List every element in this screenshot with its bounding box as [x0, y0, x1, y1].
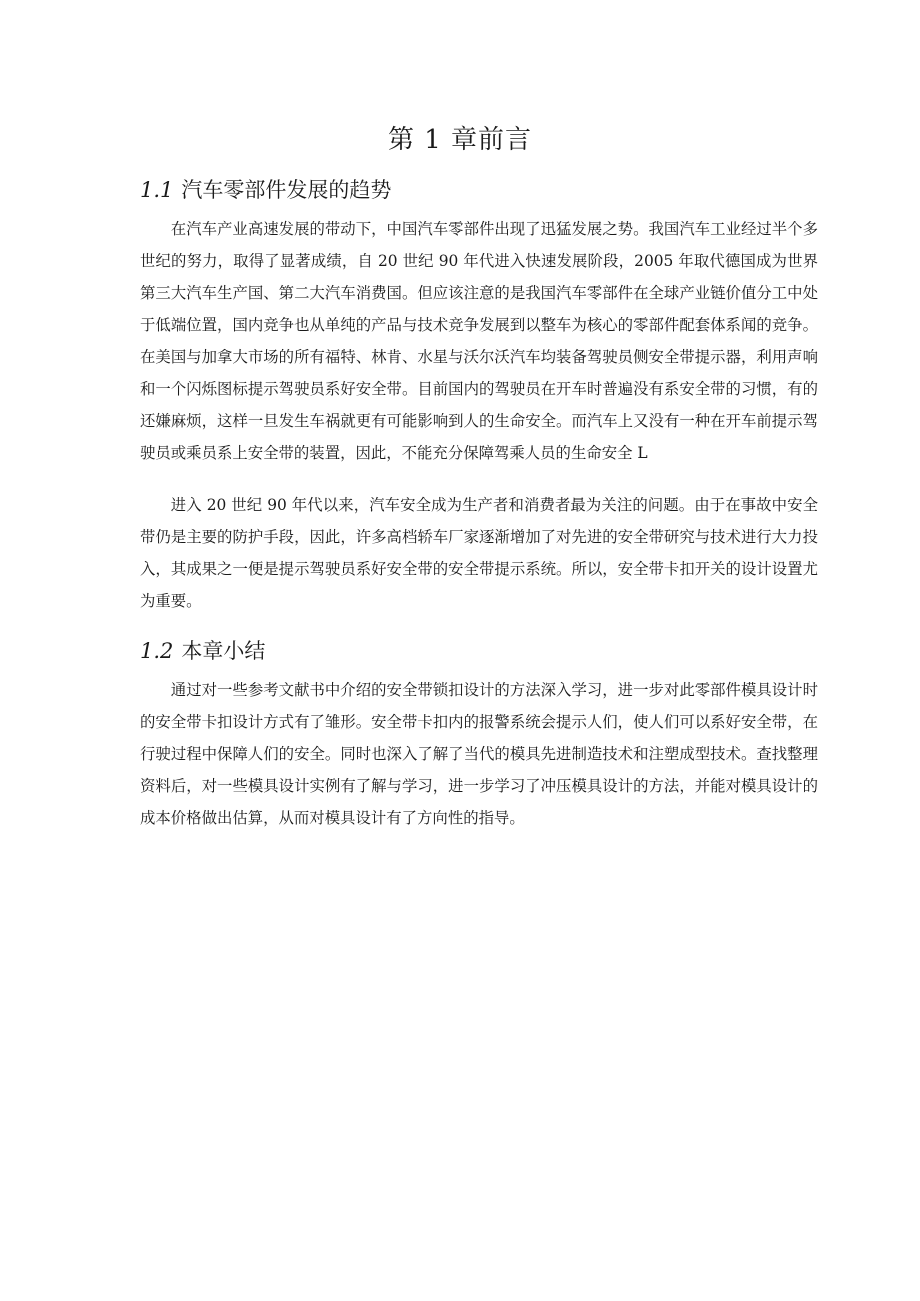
chapter-title: 第 1 章前言: [387, 125, 533, 155]
section-title: 汽车零部件发展的趋势: [181, 178, 392, 202]
paragraph-1-1-a: 在汽车产业高速发展的带动下，中国汽车零部件出现了迅猛发展之势。我国汽车工业经过半个多世纪的努力，取得了显著成绩，自 20 世纪 90 年代进入快速发展阶段，2005 年取代德国成为世界第三大汽车生产国、第二大汽车消费国。但应该注意的是我国汽车零部件在全球产业链价值分工中处于低端位置，国内竞争也从单纯的产品与技术竞争发展到以整车为核心的零部件配套体系闻的竞争。在美国与加拿大市场的所有福特、林肯、水星与沃尔沃汽车均装备驾驶员侧安全带提示器，利用声响和一个闪烁图标提示驾驶员系好安全带。目前国内的驾驶员在开车时普遍没有系安全带的习惯，有的还嫌麻烦，这样一旦发生车祸就更有可能影响到人的生命安全。而汽车上又没有一种在开车前提示驾驶员或乘员系上安全带的装置，因此，不能充分保障驾乘人员的生命安全 L: [140, 220, 818, 462]
paragraph-1-1-b: 进入 20 世纪 90 年代以来，汽车安全成为生产者和消费者最为关注的问题。由于在事故中安全带仍是主要的防护手段，因此，许多高档轿车厂家逐渐增加了对先进的安全带研究与技术进行大力投入，其成果之一便是提示驾驶员系好安全带的安全带提示系统。所以，安全带卡扣开关的设计设置尤为重要。: [140, 496, 818, 610]
section-heading-1-1: [140, 174, 391, 206]
section-heading-1-2: [140, 635, 265, 667]
paragraph-1-2-a: 通过对一些参考文献书中介绍的安全带锁扣设计的方法深入学习，进一步对此零部件模具设计时的安全带卡扣设计方式有了雏形。安全带卡扣内的报警系统会提示人们，使人们可以系好安全带，在行驶过程中保障人们的安全。同时也深入了解了当代的模具先进制造技术和注塑成型技术。查找整理资料后，对一些模具设计实例有了解与学习，进一步学习了冲压模具设计的方法，并能对模具设计的成本价格做出估算，从而对模具设计有了方向性的指导。: [140, 681, 818, 827]
section-title: 本章小结: [181, 639, 266, 663]
section-number: 1.2: [140, 639, 174, 663]
section-number: 1.1: [140, 178, 174, 202]
